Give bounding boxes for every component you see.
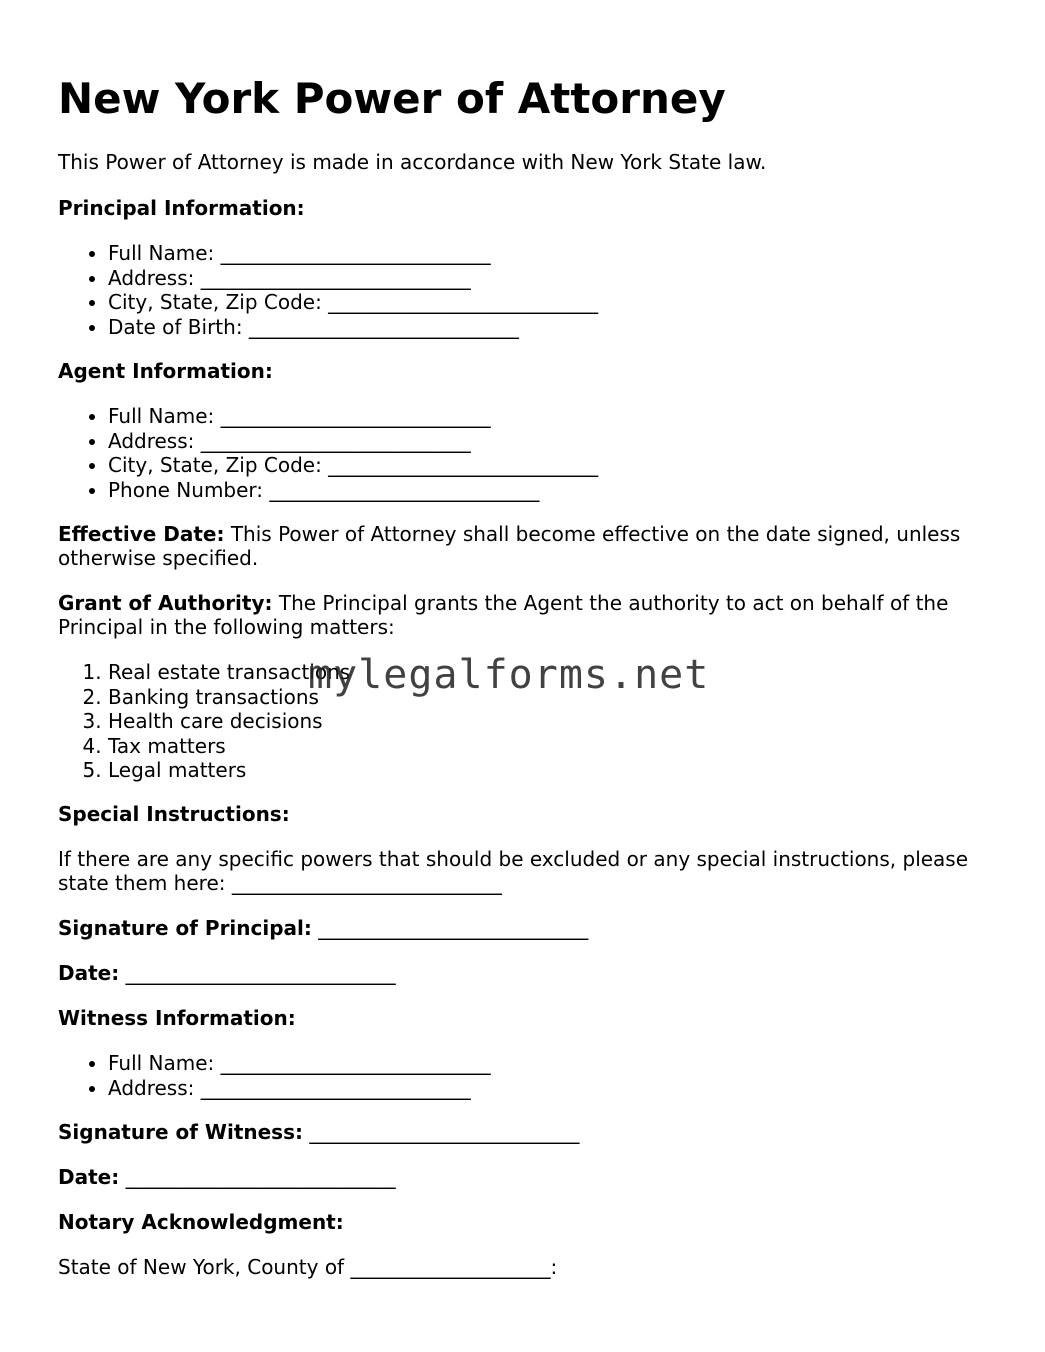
agent-full-name-field: • Full Name: ___________________________ (108, 404, 598, 429)
witness-signature-line (58, 1120, 579, 1144)
principal-heading: Principal Information: (58, 196, 305, 220)
principal-city-state-zip-field: • City, State, Zip Code: ___________________________ (108, 290, 598, 315)
principal-field-list (58, 241, 598, 339)
notary-heading: Notary Acknowledgment: (58, 1210, 344, 1234)
agent-phone-field: • Phone Number: ___________________________ (108, 478, 598, 503)
principal-full-name-field: • Full Name: ___________________________ (108, 241, 598, 266)
page-title: New York Power of Attorney (58, 74, 726, 123)
special-instructions-text: If there are any specific powers that should be excluded or any special instructions, please state them here: ___________________________ (58, 847, 969, 895)
principal-signature-blank: ___________________________ (311, 916, 589, 940)
witness-signature-label: Signature of Witness: (58, 1120, 303, 1144)
agent-city-state-zip-field: • City, State, Zip Code: ___________________________ (108, 453, 598, 478)
authority-list (58, 660, 350, 783)
grant-text: The Principal grants the Agent the authority to act on behalf of the Principal in the following matters: (58, 591, 949, 639)
grant-paragraph (58, 591, 998, 639)
authority-item: 3. Health care decisions (108, 709, 350, 734)
principal-date-label: Date: (58, 961, 120, 985)
witness-signature-blank: ___________________________ (303, 1120, 580, 1144)
agent-heading: Agent Information: (58, 359, 273, 383)
witness-date-label: Date: (58, 1165, 120, 1189)
agent-field-list (58, 404, 598, 502)
authority-item: 5. Legal matters (108, 758, 350, 783)
effective-date-paragraph (58, 522, 998, 570)
authority-item: 2. Banking transactions (108, 685, 350, 710)
notary-county-line: State of New York, County of ____________________: (58, 1255, 558, 1279)
effective-date-label: Effective Date: (58, 522, 225, 546)
witness-heading: Witness Information: (58, 1006, 296, 1030)
principal-dob-field: • Date of Birth: ___________________________ (108, 315, 598, 340)
principal-date-blank: ___________________________ (119, 961, 396, 985)
witness-full-name-field: • Full Name: ___________________________ (108, 1051, 491, 1076)
principal-signature-label: Signature of Principal: (58, 916, 312, 940)
grant-label: Grant of Authority: (58, 591, 273, 615)
special-instructions-heading: Special Instructions: (58, 802, 290, 826)
witness-field-list (58, 1051, 491, 1100)
watermark-text: mylegalforms.net (308, 652, 710, 698)
witness-date-line (58, 1165, 396, 1189)
authority-item: 1. Real estate transactions (108, 660, 350, 685)
witness-date-blank: ___________________________ (119, 1165, 396, 1189)
authority-item: 4. Tax matters (108, 734, 350, 759)
principal-address-field: • Address: ___________________________ (108, 266, 598, 291)
principal-signature-line (58, 916, 588, 940)
agent-address-field: • Address: ___________________________ (108, 429, 598, 454)
intro-text: This Power of Attorney is made in accordance with New York State law. (58, 150, 767, 174)
principal-date-line (58, 961, 396, 985)
witness-address-field: • Address: ___________________________ (108, 1076, 491, 1101)
effective-date-text: This Power of Attorney shall become effective on the date signed, unless otherwise specified. (58, 522, 961, 570)
